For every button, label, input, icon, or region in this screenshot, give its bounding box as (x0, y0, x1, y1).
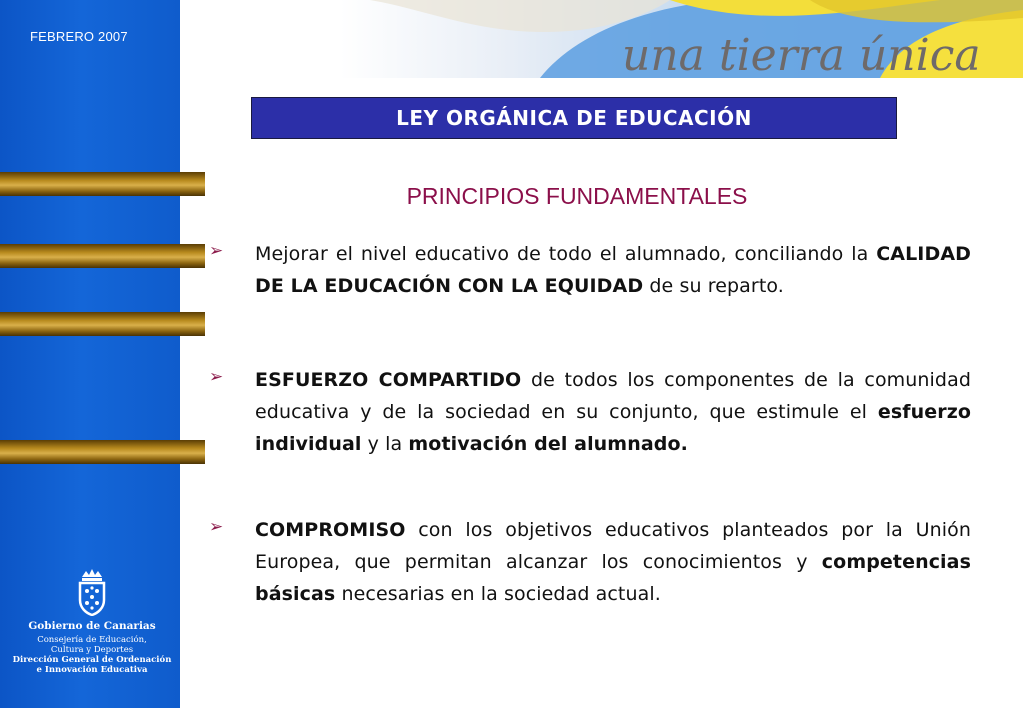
title-box (251, 97, 897, 139)
gold-bar-3 (0, 312, 205, 336)
banner-slogan: una tierra única (622, 30, 981, 78)
title-text: LEY ORGÁNICA DE EDUCACIÓN (396, 106, 752, 130)
gold-bar-4 (0, 440, 205, 464)
bullet-item-3 (209, 514, 971, 610)
bullet-text-2: ESFUERZO COMPARTIDO de todos los componentes de la comunidad educativa y de la sociedad en su conjunto, que estimule el esfuerzo individual y la motivación del alumnado. (255, 369, 971, 455)
arrow-right-icon: ➢ (209, 241, 224, 261)
bullet-text-3: COMPROMISO con los objetivos educativos planteados por la Unión Europea, que permitan alcanzar los conocimientos y competencias básicas necesarias en la sociedad actual. (255, 519, 971, 605)
org-line-4: e Innovación Educativa (36, 665, 148, 675)
bullet-item-2 (209, 364, 971, 460)
section-heading: PRINCIPIOS FUNDAMENTALES (406, 183, 748, 209)
bullet-text-1: Mejorar el nivel educativo de todo el alumnado, conciliando la CALIDAD DE LA EDUCACIÓN CON LA EQUIDAD de su reparto. (255, 243, 971, 297)
bullet-item-1 (209, 238, 971, 302)
arrow-right-icon: ➢ (209, 517, 224, 537)
org-line-2: Cultura y Deportes (50, 645, 134, 655)
crest-icon (72, 568, 112, 616)
org-name: Gobierno de Canarias (28, 620, 156, 632)
gold-bar-2 (0, 244, 205, 268)
arrow-right-icon: ➢ (209, 367, 224, 387)
org-line-1: Consejería de Educación, (37, 635, 147, 645)
slogan-banner (340, 0, 1023, 78)
gold-bar-1 (0, 172, 205, 196)
date-label: FEBRERO 2007 (30, 29, 128, 44)
gobierno-logo (12, 568, 172, 675)
org-line-3: Dirección General de Ordenación (12, 655, 172, 665)
